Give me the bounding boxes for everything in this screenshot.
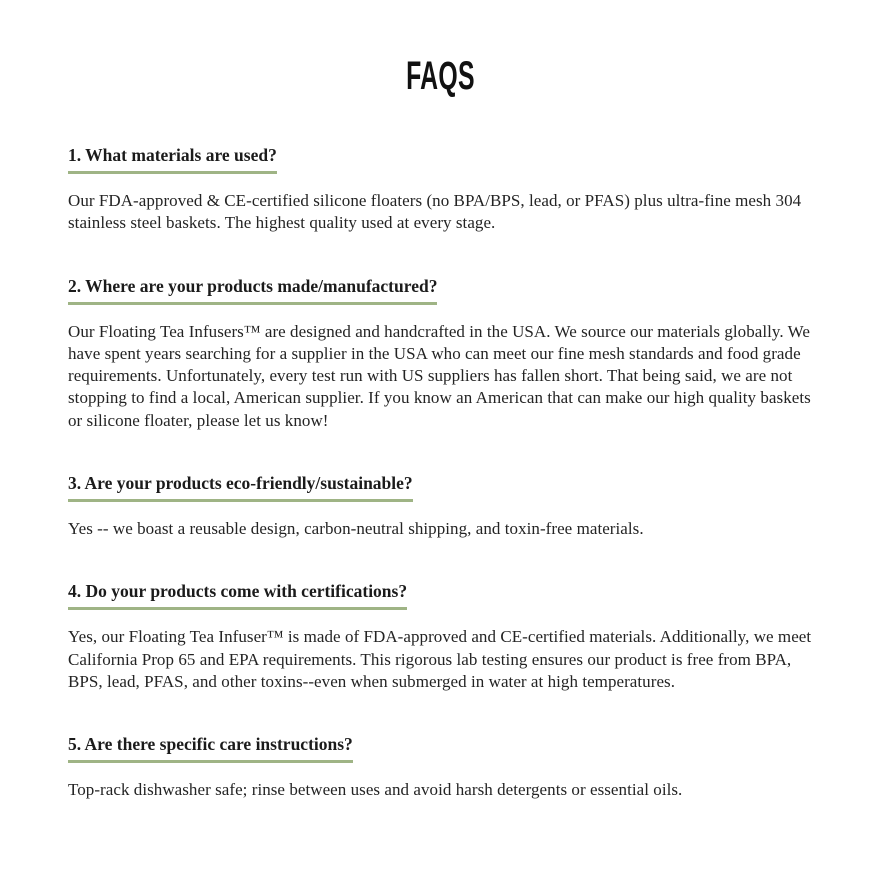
faq-answer: Our FDA-approved & CE-certified silicone floaters (no BPA/BPS, lead, or PFAS) plus ultra-fine mesh 304 stainless steel baskets. The highest quality used at every stage. [68, 191, 802, 233]
faq-item [68, 144, 812, 235]
faq-question: 4. Do your products come with certifications? [68, 580, 407, 610]
faq-question: 5. Are there specific care instructions? [68, 733, 353, 763]
faq-item [68, 275, 812, 432]
faq-answer: Yes, our Floating Tea Infuser™ is made of FDA-approved and CE-certified materials. Additionally, we meet California Prop 65 and EPA requirements. This rigorous lab testing ensures our product is free from BPA, BPS, lead, PFAS, and other toxins--even when submerged in water at high temperatures. [68, 627, 812, 691]
faq-item [68, 472, 812, 540]
page-title [68, 52, 812, 100]
faq-answer: Top-rack dishwasher safe; rinse between uses and avoid harsh detergents or essential oils. [68, 780, 683, 800]
faq-question: 3. Are your products eco-friendly/sustainable? [68, 472, 413, 502]
faq-answer: Our Floating Tea Infusers™ are designed and handcrafted in the USA. We source our materials globally. We have spent years searching for a supplier in the USA who can meet our fine mesh standards and food grade requirements. Unfortunately, every test run with US suppliers has fallen short. That being said, we are not stopping to find a local, American supplier. If you know an American that can make our high quality baskets or silicone floater, please let us know! [68, 321, 811, 430]
faq-list [68, 144, 812, 802]
faq-answer: Yes -- we boast a reusable design, carbon-neutral shipping, and toxin-free materials. [68, 519, 644, 539]
faq-question: 2. Where are your products made/manufactured? [68, 275, 437, 305]
page-title-text: FAQS [405, 54, 475, 98]
faq-item [68, 580, 812, 693]
faq-item [68, 733, 812, 801]
faq-question: 1. What materials are used? [68, 144, 277, 174]
